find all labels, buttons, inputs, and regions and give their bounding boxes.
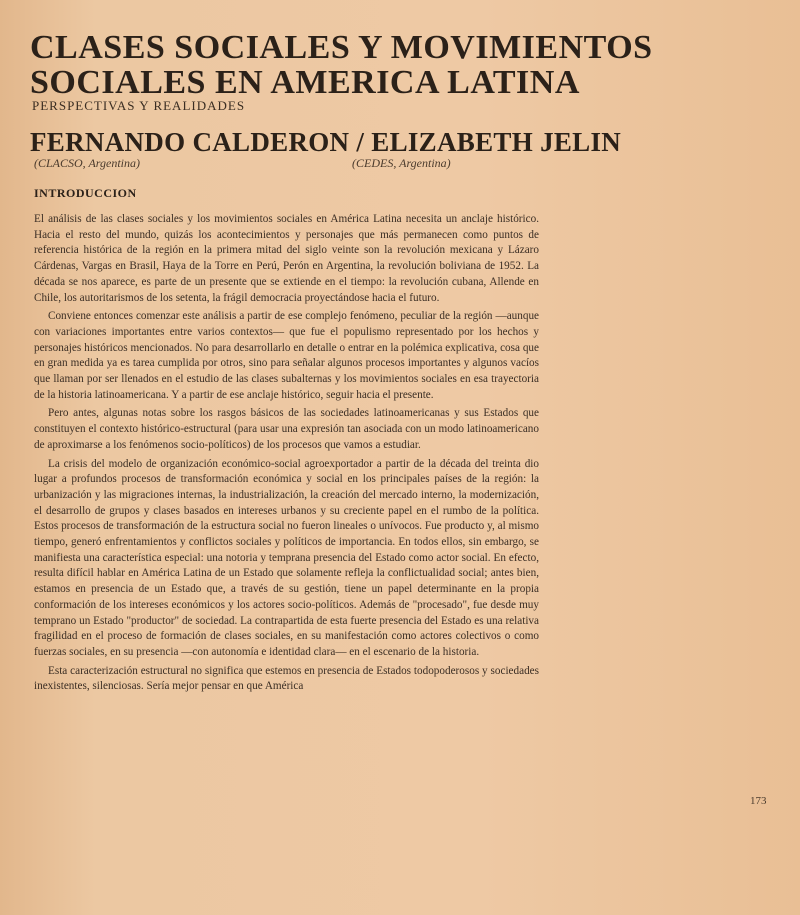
paragraph: Conviene entonces comenzar este análisis a partir de ese complejo fenómeno, peculiar de la región —aunque con variaciones importantes entre varios contextos— que fue el populismo representado por los hechos y personajes históricos mencionados. No para desarrollarlo en detalle o entrar en la polémica explicativa, cosa que en gran medida ya es tarea cumplida por otros, sino para señalar algunos procesos importantes y algunos vacíos que llaman por ser llenados en el estudio de las clases subalternas y los movimientos sociales en esa trayectoria de la historia latinoamericana. Y a partir de ese anclaje histórico, seguir hacia el presente. — [34, 310, 539, 401]
article-authors: FERNANDO CALDERON / ELIZABETH JELIN — [30, 127, 622, 157]
article-subtitle: PERSPECTIVAS Y REALIDADES — [32, 98, 246, 113]
page-number: 173 — [750, 795, 767, 807]
paragraph: Esta caracterización estructural no significa que estemos en presencia de Estados todopoderosos y sociedades inexistentes, silenciosas. Sería mejor pensar en que América — [34, 664, 539, 693]
paragraph: El análisis de las clases sociales y los movimientos sociales en América Latina necesita un anclaje histórico. Hacia el resto del mundo, quizás los acontecimientos y personajes que más permanecen como puntos de referencia histórica de la región en la primera mitad del siglo veinte son la revolución mexicana y Lázaro Cárdenas, Vargas en Brasil, Haya de la Torre en Perú, Perón en Argentina, la revolución boliviana de 1952. La década se nos aparece, es parte de un presente que se extiende en el tiempo: la revolución cubana, Allende en Chile, los autoritarismos de los setenta, la frágil democracia proyectándose hacia el futuro. — [34, 213, 539, 304]
article-title: CLASES SOCIALES Y MOVIMIENTOS SOCIALES EN AMERICA LATINA — [30, 29, 653, 101]
affiliation-left: (CLACSO, Argentina) — [34, 156, 141, 170]
paragraph: La crisis del modelo de organización económico-social agroexportador a partir de la década del treinta dio lugar a profundos procesos de transformación económica y social en los principales países de la región: la urbanización y las migraciones internas, la industrialización, la creación del mercado interno, la modernización, el desarrollo de grupos y clases basados en intereses urbanos y su creciente papel en el rumbo de la política. Estos procesos de transformación de la estructura social no fueron lineales o unívocos. Fue producto y, al mismo tiempo, generó enfrentamientos y conflictos sociales y políticos de importancia. En todos ellos, sin embargo, se manifiesta una característica especial: una notoria y temprana presencia del Estado como actor social. En efecto, resulta difícil hablar en América Latina de un Estado que solamente refleja la conflictualidad social; antes bien, estamos en presencia de un Estado que, a través de su gestión, tiene un papel determinante en la propia conformación de los intereses económicos y los actores socio-políticos. Además de "procesado", fue desde muy temprano un Estado "productor" de sociedad. La contrapartida de esta fuerte presencia del Estado es una relativa fragilidad en el proceso de formación de clases sociales, en su manifestación como actores colectivos o como fuerzas sociales, en su presencia —con autonomía e identidad clara— en el escenario de la historia. — [34, 457, 539, 658]
article-body — [34, 212, 539, 698]
section-heading: INTRODUCCION — [34, 186, 137, 200]
affiliation-right: (CEDES, Argentina) — [352, 156, 451, 170]
paragraph: Pero antes, algunas notas sobre los rasgos básicos de las sociedades latinoamericanas y sus Estados que constituyen el contexto histórico-estructural (para usar una expresión tan asociada con un modo latinoamericano de aproximarse a los fenómenos socio-políticos) de los procesos que vamos a estudiar. — [34, 407, 539, 451]
